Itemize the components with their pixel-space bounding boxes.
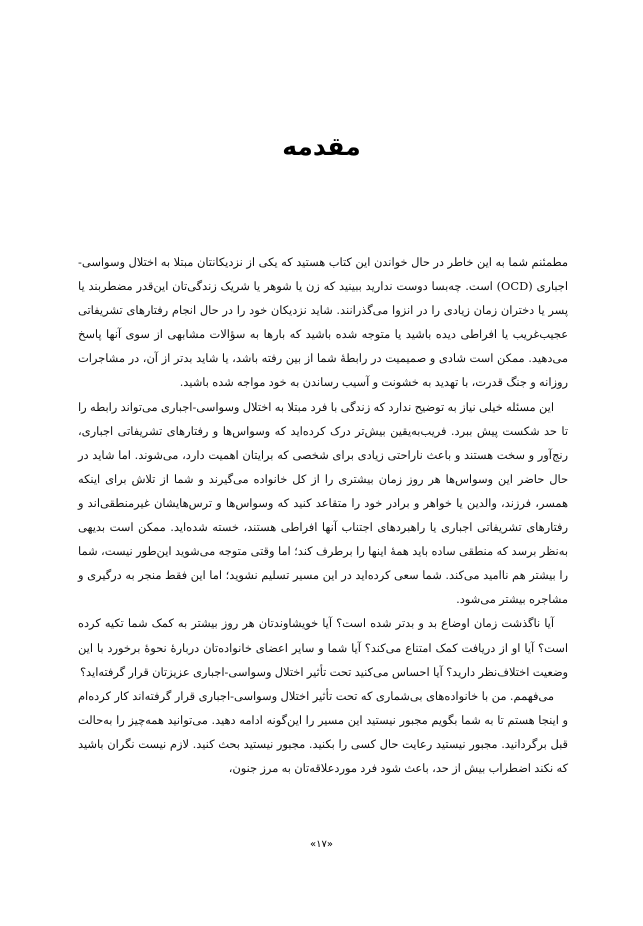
page-title: مقدمه: [282, 131, 361, 161]
page-number: «۱۷»: [310, 839, 333, 850]
paragraph-4: می‌فهمم. من با خانواده‌های بی‌شماری که تحت تأثیر اختلال وسواسی-اجباری قرار گرفته‌اند کار کرده‌ام و اینجا هستم تا به شما بگویم مجبور نیستید این مسیر را این‌گونه ادامه دهید. می‌توانید همه‌چیز را به‌حالت قبل برگردانید. مجبور نیستید رعایت حال کسی را بکنید. مجبور نیستید بحث کنید. لازم نیست نگران باشید که نکند اضطراب بیش از حد، باعث شود فرد موردعلاقه‌تان به مرز جنون،: [78, 688, 568, 775]
paragraph-1: مطمئنم شما به این خاطر در حال خواندن این کتاب هستید که یکی از نزدیکانتان مبتلا به اختلال وسواسی-اجباری (OCD) است. چه‌بسا دوست ندارید ببینید که زن یا شوهر یا شریک زندگی‌تان این‌قدر مضطربند یا پسر یا دختران زمان زیادی را در انزوا می‌گذرانند. شاید نزدیکان خود را در حال انجام رفتارهای تشریفاتی عجیب‌غریب یا افراطی دیده باشید یا متوجه شده باشید که بارها به سؤالات مشابهی از سوی آنها پاسخ می‌دهید. ممکن است شادی و صمیمیت در رابطهٔ شما از بین رفته باشد، یا شاید بدتر از آن، در مشاجرات روزانه و جنگ قدرت، با تهدید به خشونت و آسیب رساندن به خود مواجه شده باشید.: [78, 255, 568, 390]
paragraph-3: آیا ناگذشت زمان اوضاع بد و بدتر شده است؟ آیا خویشاوندتان هر روز بیشتر به کمک شما تکیه کرده است؟ آیا او از دریافت کمک امتناع می‌کند؟ آیا شما و سایر اعضای خانواده‌تان دربارهٔ نحوهٔ برخورد با این وضعیت اختلاف‌نظر دارید؟ آیا احساس می‌کنید تحت تأثیر اختلال وسواسی-اجباری عزیزتان قرار گرفته‌اید؟: [78, 616, 568, 679]
body-text: [78, 250, 568, 780]
paragraph-2: این مسئله خیلی نیاز به توضیح ندارد که زندگی با فرد مبتلا به اختلال وسواسی-اجباری می‌تواند رابطه را تا حد شکست پیش ببرد. فریب‌به‌یقین بیش‌تر درک کرده‌اید که وسواس‌ها و رفتارهای تشریفاتی اجباری، رنج‌آور و سخت هستند و باعث ناراحتی زیادی برای شخصی که برایتان اهمیت دارد، می‌شوند. اما شاید در حال حاضر این وسواس‌ها هر روز زمان بیشتری را از کل خانواده می‌گیرند و شما از تلاش برای اینکه همسر، فرزند، والدین یا خواهر و برادر خود را متقاعد کنید که وسواس‌ها و ترس‌هایشان غیرمنطقی‌اند و رفتارهای تشریفاتی اجباری یا راهبردهای اجتناب آنها افراطی هستند، خسته شده‌اید. ممکن است بدیهی به‌نظر برسد که منطقی ساده باید همهٔ اینها را برطرف کند؛ اما وقتی متوجه می‌شوید این‌طور نیست، شما را بیشتر هم ناامید می‌کند. شما سعی کرده‌اید در این مسیر تسلیم نشوید؛ اما این فقط منجر به درگیری و مشاجره بیشتر می‌شود.: [78, 399, 568, 607]
